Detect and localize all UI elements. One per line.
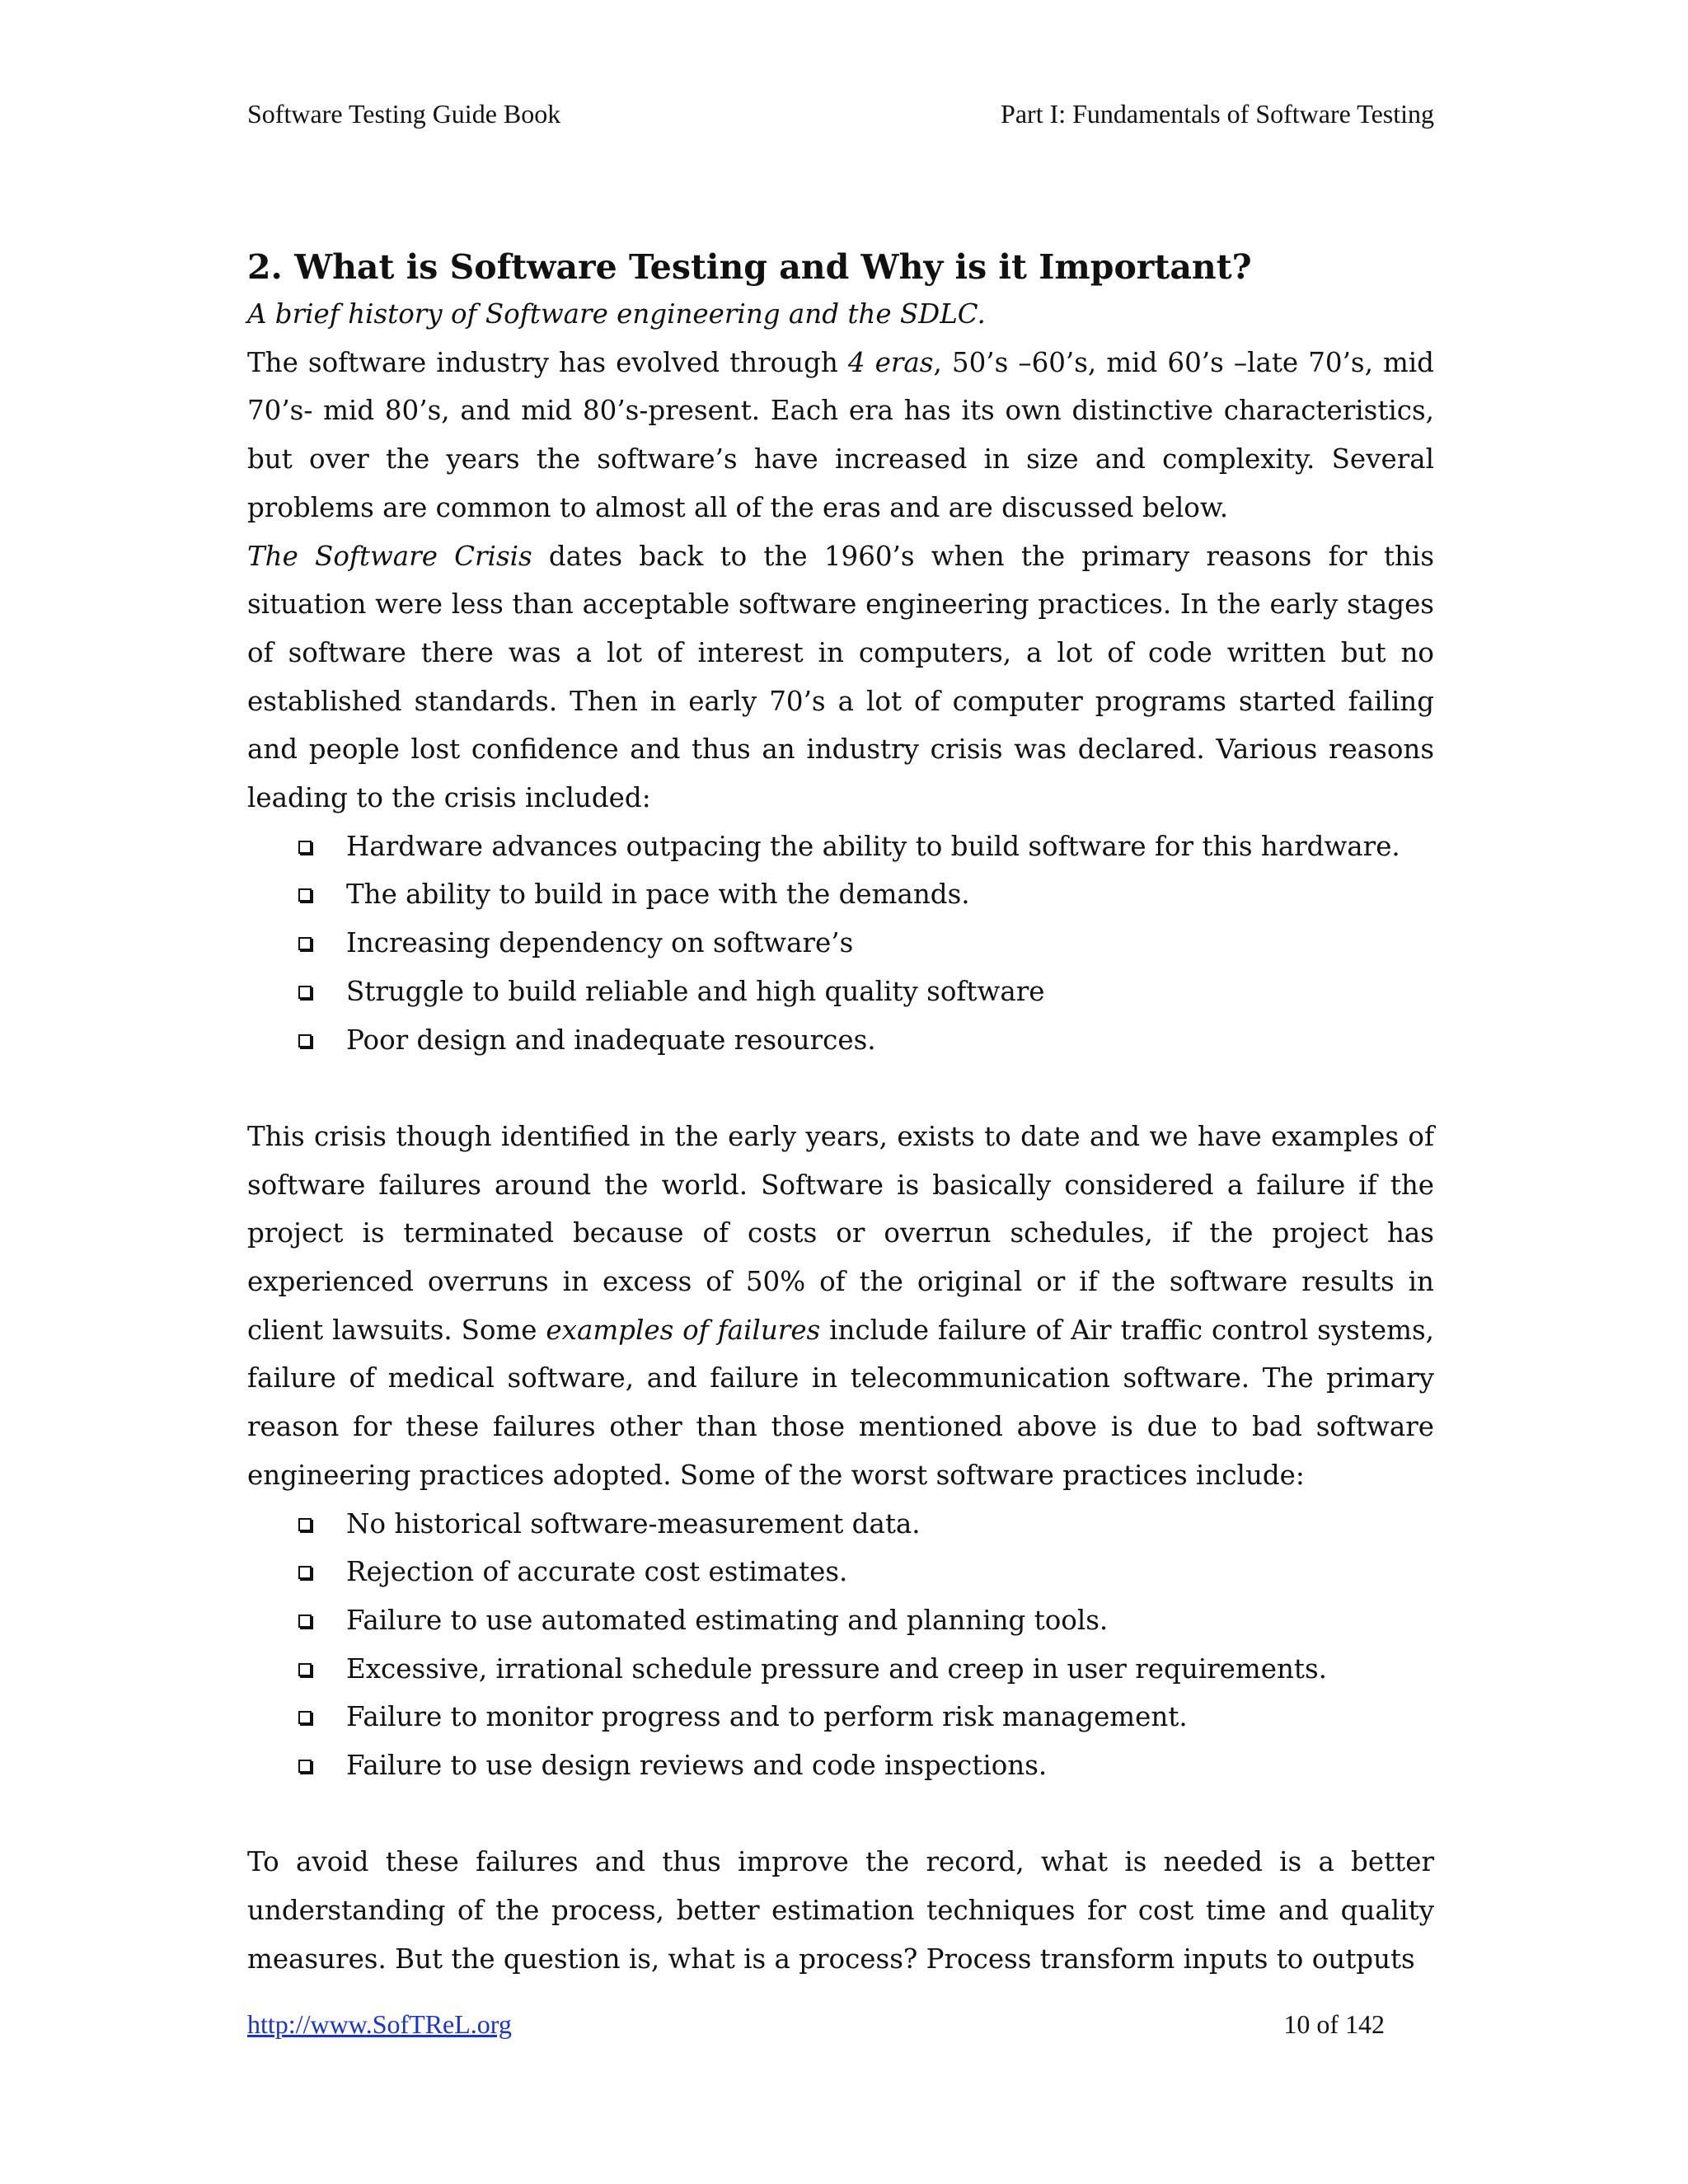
list-item-text: Increasing dependency on software’s [346, 927, 854, 959]
crisis-reasons-list [247, 823, 1434, 1065]
list-item-text: Struggle to build reliable and high quality software [346, 975, 1045, 1007]
list-item-text: Poor design and inadequate resources. [346, 1024, 876, 1056]
checkbox-bullet-icon [298, 841, 312, 854]
page-footer [247, 2008, 1385, 2041]
paragraph-process: To avoid these failures and thus improve the record, what is needed is a better understanding of the process, better estimation techniques for cost time and quality measures. But the question is, what is a process? Process transform inputs to outputs [247, 1846, 1434, 1975]
paragraph-eras-text-a: The software industry has evolved through [247, 346, 848, 378]
list-item-text: Failure to use automated estimating and planning tools. [346, 1604, 1109, 1636]
paragraph-spacer [247, 1064, 1434, 1113]
checkbox-bullet-icon [298, 1760, 312, 1773]
checkbox-bullet-icon [298, 937, 312, 950]
list-item-text: Rejection of accurate cost estimates. [346, 1556, 848, 1588]
list-item [346, 1016, 1434, 1065]
page-header [247, 97, 1434, 130]
list-item-text: Excessive, irrational schedule pressure and creep in user requirements. [346, 1652, 1327, 1685]
list-item [346, 1693, 1434, 1741]
header-book-title: Software Testing Guide Book [247, 99, 561, 129]
list-item [346, 870, 1434, 919]
section-subtitle: A brief history of Software engineering and the SDLC. [247, 298, 986, 330]
paragraph-eras-text-b: , 50’s –60’s, mid 60’s –late 70’s, mid 70’s- mid 80’s, and mid 80’s-present. Each era has its own distinctive characteristics, but over the years the software’s have increased in size and complexity. Several problems are common to almost all of the eras and are discussed below. [247, 346, 1434, 523]
website-link[interactable]: http://www.SofTReL.org [247, 2009, 512, 2039]
list-item [346, 919, 1434, 968]
checkbox-bullet-icon [298, 1034, 312, 1047]
page-number: 10 of 142 [1283, 2009, 1385, 2039]
list-item [346, 968, 1434, 1016]
list-item-text: The ability to build in pace with the demands. [346, 879, 970, 911]
paragraph-crisis-emphasis: The Software Crisis [247, 540, 532, 572]
header-part-title: Part I: Fundamentals of Software Testing [1001, 99, 1434, 129]
list-item [346, 1548, 1434, 1596]
worst-practices-list [247, 1500, 1434, 1790]
list-item-text: Failure to monitor progress and to perform risk management. [346, 1701, 1188, 1733]
paragraph-software-crisis [247, 532, 1434, 823]
list-item [346, 1500, 1434, 1549]
checkbox-bullet-icon [298, 888, 312, 902]
checkbox-bullet-icon [298, 986, 312, 999]
list-item [346, 1645, 1434, 1694]
paragraph-failures-text-b: include failure of Air traffic control systems, failure of medical software, and failure in telecommunication software. The primary reason for these failures other than those mentioned above is due to bad software engineering practices adopted. Some of the worst software practices include: [247, 1314, 1434, 1491]
document-body [247, 244, 1434, 1984]
paragraph-failures [247, 1113, 1434, 1500]
paragraph-eras [247, 339, 1434, 532]
paragraph-crisis-text: dates back to the 1960’s when the primary reasons for this situation were less than acceptable software engineering practices. In the early stages of software there was a lot of interest in computers, a lot of code written but no established standards. Then in early 70’s a lot of computer programs started failing and people lost confidence and thus an industry crisis was declared. Various reasons leading to the crisis included: [247, 540, 1434, 814]
checkbox-bullet-icon [298, 1711, 312, 1724]
list-item [346, 823, 1434, 871]
list-item [346, 1741, 1434, 1790]
list-item-text: Hardware advances outpacing the ability to build software for this hardware. [346, 830, 1400, 862]
checkbox-bullet-icon [298, 1615, 312, 1628]
list-item-text: No historical software-measurement data. [346, 1507, 921, 1540]
paragraph-failures-text-a: This crisis though identified in the early years, exists to date and we have examples of software failures around the world. Software is basically considered a failure if the project is terminated because of costs or overrun schedules, if the project has experienced overruns in excess of 50% of the original or if the software results in client lawsuits. Some [247, 1120, 1434, 1346]
list-item [346, 1596, 1434, 1645]
checkbox-bullet-icon [298, 1566, 312, 1579]
checkbox-bullet-icon [298, 1518, 312, 1531]
paragraph-spacer [247, 1790, 1434, 1839]
checkbox-bullet-icon [298, 1663, 312, 1676]
list-item-text: Failure to use design reviews and code inspections. [346, 1750, 1048, 1782]
paragraph-failures-emphasis: examples of failures [546, 1314, 821, 1346]
section-title: 2. What is Software Testing and Why is it Important? [247, 247, 1252, 287]
paragraph-eras-emphasis: 4 eras [847, 346, 934, 378]
